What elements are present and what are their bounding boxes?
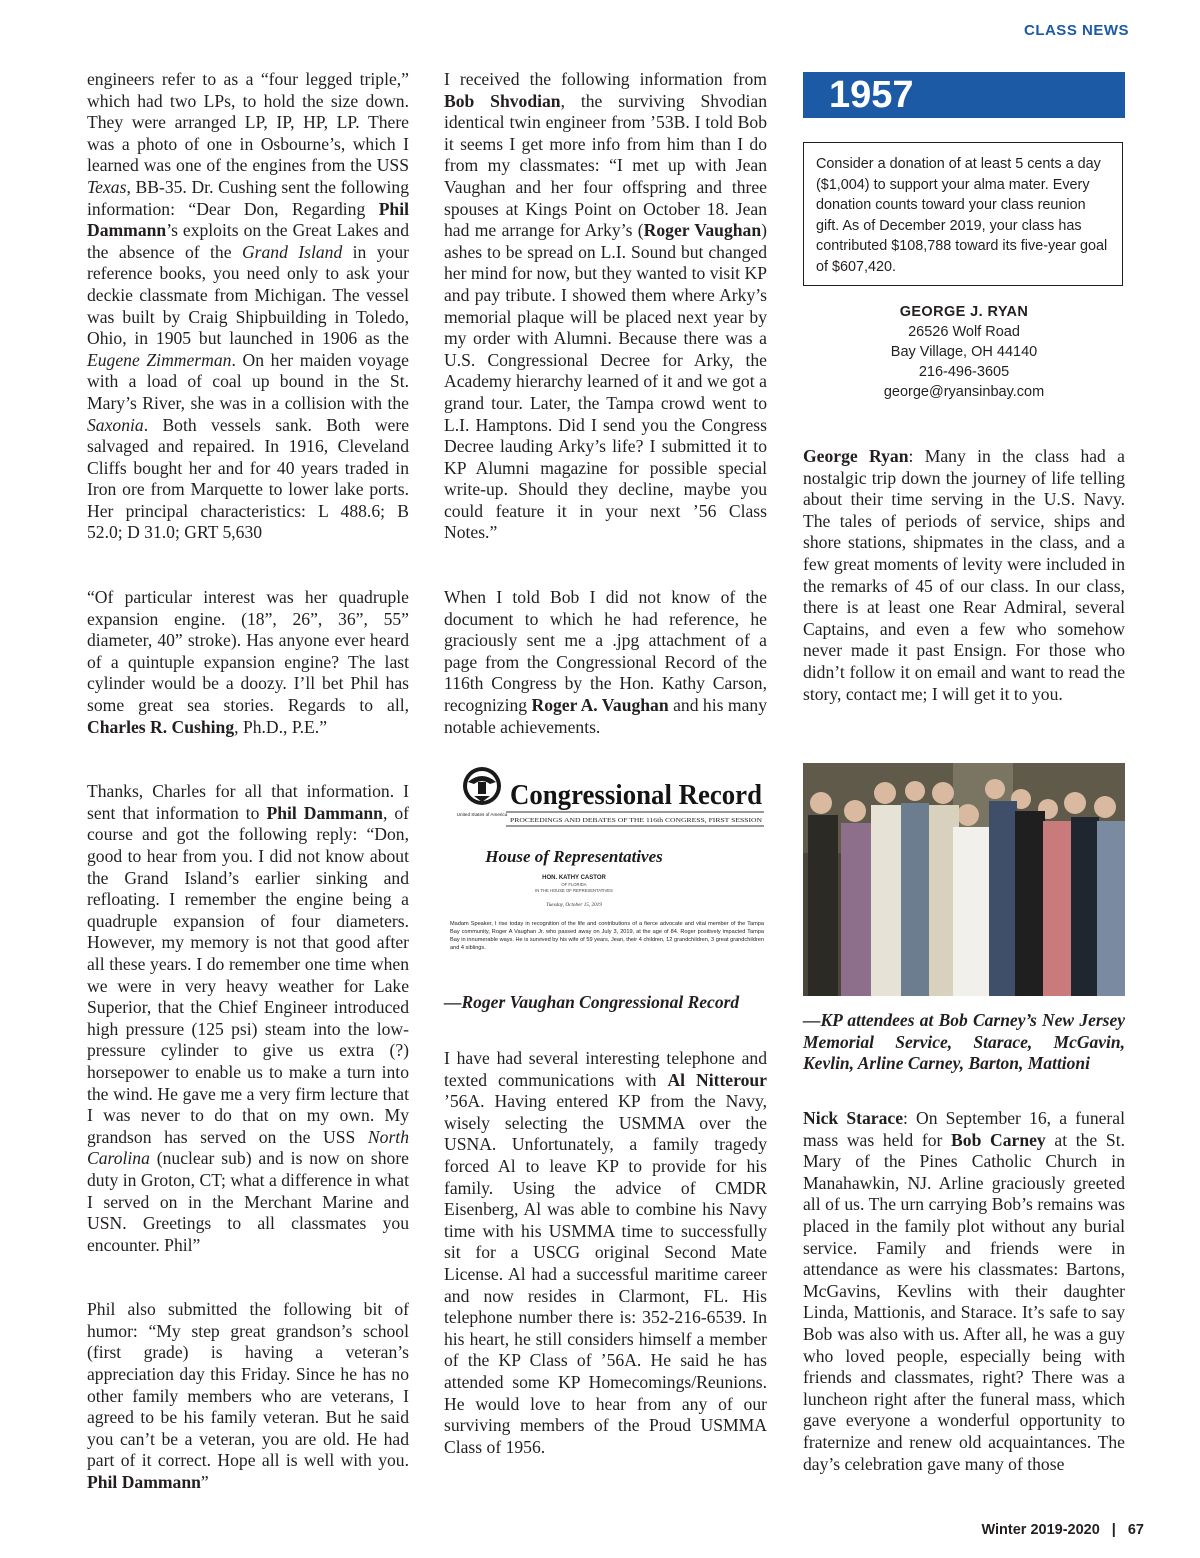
column-3 (803, 446, 1125, 705)
person-name: Charles R. Cushing (87, 716, 235, 737)
person-name: Phil Dammann (87, 1472, 201, 1493)
group-photo (803, 763, 1125, 996)
member-state: OF FLORIDA (561, 882, 587, 887)
member-chamber: IN THE HOUSE OF REPRESENTATIVES (535, 888, 613, 893)
masthead: Congressional Record (510, 779, 762, 811)
person-name: George Ryan (803, 446, 909, 466)
paragraph: George Ryan: Many in the class had a nostalgic trip down the journey of life telling about their time serving in the U.S. Navy. The tales of periods of service, ships and shore stations, shipmates in the class, and a few great moments of levity were included in the remarks of 45 of our class. In our class, there is at least one Rear Admiral, several Captains, and even a few who somehow never made it past Ensign. For those who didn’t follow it on email and want to read the story, contact me; I will get it to you. (803, 446, 1125, 704)
column-2-lower (444, 1048, 767, 1458)
paragraph: I received the following information from Bob Shvodian, the surviving Shvodian identical twin engineer from ’53B. I told Bob it seems I get more info from him than I do from my classmates: “I met up with Jean Vaughan and her four offspring and three spouses at Kings Point on October 18. Jean had me arrange for Arky’s (Roger Vaughan) ashes to be spread on L.I. Sound but changed her mind for now, but they wanted to visit KP and pay tribute. I showed them where Arky’s memorial plaque will be placed next year by my order with Alumni. Because there was a U.S. Congressional Decree for Arky, the Academy hierarchy learned of it and we got a grand tour. Later, the Tampa crowd went to L.I. Hamptons. Did I send you the Congress Decree lauding Arky’s life? I submitted it to KP Alumni magazine for possible special write-up. Should they decline, maybe you could feature it in your next ’56 Class Notes.” (444, 69, 767, 543)
donation-box: Consider a donation of at least 5 cents a day ($1,004) to support your alma mater. Every donation counts toward your class reunion gift. As of December 2019, your class has contributed $108,788 toward its five-year goal of $607,420. (803, 142, 1123, 286)
paragraph: I have had several interesting telephone and texted communications with Al Nitterour ’56A. Having entered KP from the Navy, wisely selecting the USMMA over the USNA. Unfortunately, a family tragedy forced Al to leave KP to provide for his family. Using the advice of CMDR Eisenberg, Al was able to combine his Navy time with his USMMA time to successfully sit for a USCG original Second Mate License. Al had a successful maritime career and now resides in Clarmont, FL. His telephone number there is: 352-216-6539. In his heart, he still considers himself a member of the KP Class of ’56A. He said he has attended some KP Homecomings/Reunions. He would love to hear from any of our surviving members of the Proud USMMA Class of 1956. (444, 1048, 767, 1457)
paragraph: “Of particular interest was her quadruple expansion engine. (18”, 26”, 36”, 55” diameter, 40” stroke). Has anyone ever heard of a quintuple expansion engine? The last cylinder would be a doozy. I’ll bet Phil has some great sea stories. Regards to all, Charles R. Cushing, Ph.D., P.E.” (87, 587, 409, 737)
footer-divider: | (1111, 1522, 1116, 1538)
class-year: 1957 (829, 74, 914, 116)
issue-label: Winter 2019-2020 (981, 1522, 1100, 1538)
column-2 (444, 69, 767, 738)
record-date: Tuesday, October 15, 2019 (546, 902, 602, 908)
person-name: Bob Shvodian (444, 90, 561, 111)
person-name: Al Nitterour (667, 1069, 767, 1090)
class-year-banner (803, 72, 1125, 118)
paragraph: Nick Starace: On September 16, a funeral mass was held for Bob Carney at the St. Mary of the Pines Catholic Church in Manahawkin, NJ. Arline graciously greeted all of us. The urn carrying Bob’s remains was placed in the family plot without any burial service. Family and friends were in attendance as were his classmates: Bartons, McGavins, Kevlins with their daughter Linda, Mattionis, and Starace. It’s safe to say Bob was also with us. After all, he was a guy who loved people, especially being with friends and classmates, right? There was a luncheon right after the funeral mass, which gave everyone a wonderful opportunity to fraternize and renew old acquaintances. The day’s celebration gave many of those (803, 1108, 1125, 1474)
paragraph: Thanks, Charles for all that information. I sent that information to Phil Dammann, of course and got the following reply: “Don, good to hear from you. I did not know about the Grand Island’s earlier sinking and refloating. I remember the engine being a quadruple expansion of four diameters. However, my memory is not that good after all these years. I do remember one time when we were in very heavy weather for Lake Superior, that the Chief Engineer introduced high pressure (125 psi) steam into the low-pressure cylinder to give us extra (?) horsepower to enable us to make a turn into the wind. He gave me a very firm lecture that I was never to do that on my own. My grandson has served on the USS North Carolina (nuclear sub) and is now on shore duty in Groton, CT; what a difference in what I served on in the Merchant Marine and USN. Greetings to all classmates you encounter. Phil” (87, 781, 409, 1255)
congressional-record-svg (444, 760, 767, 978)
paragraph: Phil also submitted the following bit of humor: “My step great grandson’s school (first grade) is having a veteran’s appreciation day this Friday. Since he has no other family members who are veterans, I agreed to be his family veteran. But he said you can’t be a veteran, you are old. He had part of it correct. Hope all is well with you. Phil Dammann” (87, 1299, 409, 1493)
contact-phone: 216-496-3605 (918, 364, 1010, 380)
image-caption: —Roger Vaughan Congressional Record (444, 992, 740, 1012)
person-name: Bob Carney (951, 1129, 1046, 1150)
seal-caption: United States of America (456, 812, 508, 817)
section-label: CLASS NEWS (1023, 22, 1129, 39)
record-body: Madam Speaker, I rise today in recognition of the life and contributions of a fierce advocate and vital member of the Tampa Bay community, Roger A Vaughan Jr. who passed away on July 3, 2019, at the age of 84. Roger positively impacted Tampa Bay in innumerable ways. He is survived by his wife of 59 years, Jean, their 4 children, 12 grandchildren, 3 great grandchildren and 4 siblings. (450, 921, 764, 951)
contact-name: GEORGE J. RYAN (899, 304, 1029, 320)
column-1 (87, 69, 409, 1494)
class-contact (803, 302, 1125, 402)
page-number: 67 (1127, 1522, 1144, 1538)
contact-street: 26526 Wolf Road (908, 324, 1020, 340)
paragraph: engineers refer to as a “four legged triple,” which had two LPs, to hold the size down. They were arranged LP, IP, HP, LP. There was a photo of one in Osbourne’s, which I learned was one of the engines from the USS Texas, BB-35. Dr. Cushing sent the following information: “Dear Don, Regarding Phil Dammann’s exploits on the Great Lakes and the absence of the Grand Island in your reference books, you need only to ask your deckie classmate from Michigan. The vessel was built by Craig Shipbuilding in Toledo, Ohio, in 1905 but launched in 1906 as the Eugene Zimmerman. On her maiden voyage with a load of coal up bound in the St. Mary’s River, she was in a collision with the Saxonia. Both vessels sank. Both were salvaged and repaired. In 1916, Cleveland Cliffs bought her and for 40 years traded in Iron ore from Marquette to lower lake ports. Her principal characteristics: L 488.6; B 52.0; D 31.0; GRT 5,630 (87, 69, 410, 543)
person-name: Phil Dammann (266, 802, 383, 823)
eagle-seal-icon (463, 767, 501, 805)
paragraph: When I told Bob I did not know of the document to which he had reference, he graciously sent me a .jpg attachment of a page from the Congressional Record of the 116th Congress by the Hon. Kathy Carson, recognizing Roger A. Vaughan and his many notable achievements. (444, 587, 767, 737)
contact-email[interactable]: george@ryansinbay.com (883, 384, 1045, 400)
person-name: Roger Vaughan (643, 220, 762, 241)
person-name: Roger A. Vaughan (531, 695, 669, 716)
page-footer (981, 1522, 1144, 1538)
person-name: Phil Dammann (87, 198, 409, 241)
group-photo-svg (803, 763, 1125, 996)
person-name: Nick Starace (803, 1108, 903, 1128)
member-name: HON. KATHY CASTOR (542, 875, 606, 881)
house-heading: House of Representatives (485, 847, 663, 866)
contact-city: Bay Village, OH 44140 (890, 344, 1038, 360)
subhead: PROCEEDINGS AND DEBATES OF THE 116th CONGRESS, FIRST SESSION (510, 817, 763, 824)
image-caption: —KP attendees at Bob Carney’s New Jersey Memorial Service, Starace, McGavin, Kevlin, Arline Carney, Barton, Mattioni (803, 1010, 1125, 1073)
column-3-lower (803, 1108, 1125, 1475)
congressional-record-image (444, 760, 767, 978)
